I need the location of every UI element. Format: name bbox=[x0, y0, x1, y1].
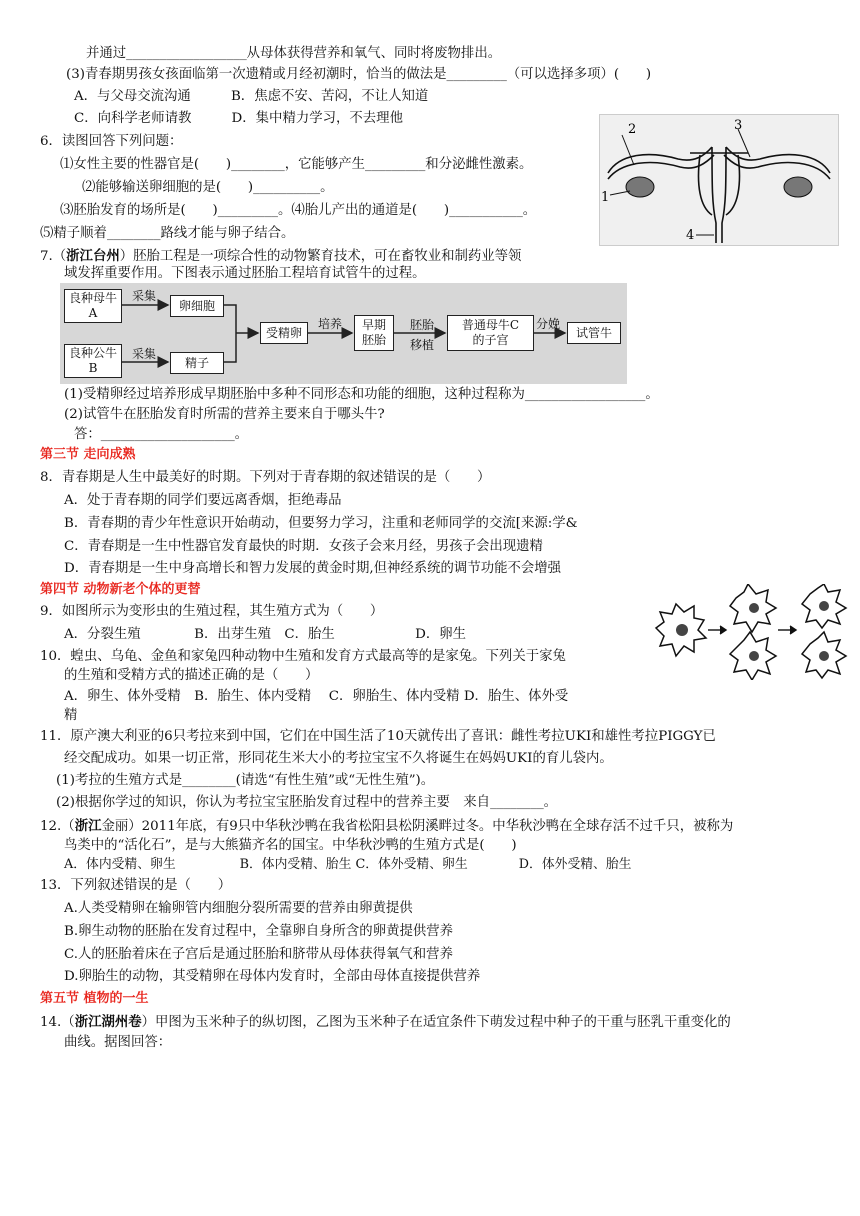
question-7-2: (2)试管牛在胚胎发育时所需的营养主要来自于哪头牛? bbox=[64, 407, 385, 422]
q7-prefix: 7.（ bbox=[40, 249, 67, 264]
line-q5-2: 并通过__________________从母体获得营养和氧气、同时将废物排出。 bbox=[86, 46, 502, 61]
collect-label: 采集 bbox=[132, 289, 157, 303]
question-6-2: ⑵能够输送卵细胞的是( )__________。 bbox=[82, 180, 334, 195]
question-10-cont: 的生殖和受精方式的描述正确的是（ ） bbox=[64, 668, 319, 683]
question-6-1: ⑴女性主要的性器官是( )________，它能够产生_________和分泌雌性激素。 bbox=[60, 157, 533, 172]
label-2: 2 bbox=[628, 122, 637, 137]
option-line: A．卵生、体外受精 B．胎生、体内受精 C．卵胎生、体内受精 D．胎生、体外受 bbox=[64, 689, 569, 704]
q12-prefix: 12.（ bbox=[40, 819, 75, 834]
sperm-box: 精子 bbox=[170, 352, 224, 374]
option-line: B.卵生动物的胚胎在发育过程中，全靠卵自身所含的卵黄提供营养 bbox=[64, 924, 454, 939]
option-line: C．青春期是一生中性器官发育最快的时期．女孩子会来月经，男孩子会出现遗精 bbox=[64, 539, 543, 554]
question-9: 9．如图所示为变形虫的生殖过程，其生殖方式为（ ） bbox=[40, 604, 384, 619]
question-5-3: (3)青春期男孩女孩面临第一次遗精或月经初潮时，恰当的做法是_________（可以选择多项）( ) bbox=[66, 67, 652, 82]
question-13: 13．下列叙述错误的是（ ） bbox=[40, 878, 232, 893]
label-4: 4 bbox=[686, 228, 695, 243]
birth-label: 分娩 bbox=[536, 317, 561, 331]
question-11-1: (1)考拉的生殖方式是________(请选“有性生殖”或“无性生殖”)。 bbox=[56, 773, 435, 788]
q12-text: 金丽）2011年底，有9只中华秋沙鸭在我省松阳县松阴溪畔过冬。中华秋沙鸭在全球存活不过千只，被称为 bbox=[101, 819, 734, 834]
amoeba-drawing bbox=[650, 584, 850, 680]
embryo-engineering-flowchart bbox=[60, 283, 627, 384]
option-line: C.人的胚胎着床在子宫后是通过胚胎和脐带从母体获得氧气和营养 bbox=[64, 947, 453, 962]
question-6-3: ⑶胚胎发育的场所是( )_________。⑷胎儿产出的通道是( )___________。 bbox=[60, 203, 537, 218]
test-tube-calf-box: 试管牛 bbox=[567, 322, 621, 344]
question-7-cont: 域发挥重要作用。下图表示通过胚胎工程培育试管牛的过程。 bbox=[64, 266, 426, 281]
question-14-cont: 曲线。据图回答： bbox=[64, 1035, 172, 1050]
q12-source: 浙江 bbox=[74, 818, 102, 834]
label-3: 3 bbox=[734, 118, 743, 133]
question-6: 6．读图回答下列问题： bbox=[40, 134, 183, 149]
answer-line: 答：____________________。 bbox=[74, 427, 249, 442]
option-line: D.卵胎生的动物，其受精卵在母体内发育时，全部由母体直接提供营养 bbox=[64, 969, 481, 984]
option-line-wrap: 精 bbox=[64, 708, 78, 723]
cow-b-box: 良种公牛B bbox=[64, 344, 122, 378]
question-14 bbox=[40, 1012, 731, 1033]
option-line: A．体内受精、卵生 B．体内受精、胎生 C．体外受精、卵生 D．体外受精、胎生 bbox=[64, 857, 632, 872]
question-6-5: ⑸精子顺着________路线才能与卵子结合。 bbox=[40, 226, 295, 241]
early-embryo-box: 早期胚胎 bbox=[354, 315, 394, 351]
q7-source: 浙江台州 bbox=[66, 248, 120, 264]
option-line: D．青春期是一生中身高增长和智力发展的黄金时期,但神经系统的调节功能不会增强 bbox=[64, 561, 562, 576]
label-1: 1 bbox=[601, 190, 610, 205]
option-line: A.人类受精卵在输卵管内细胞分裂所需要的营养由卵黄提供 bbox=[64, 901, 413, 916]
amoeba-division-diagram bbox=[650, 584, 850, 680]
transfer-label: 胚胎移植 bbox=[409, 318, 434, 352]
section-4-heading: 第四节 动物新老个体的更替 bbox=[40, 582, 201, 597]
egg-box: 卵细胞 bbox=[170, 295, 224, 317]
option-line: A．与父母交流沟通 B．焦虑不安、苦闷，不让人知道 bbox=[74, 89, 429, 104]
question-11-2: (2)根据你学过的知识，你认为考拉宝宝胚胎发育过程中的营养主要 来自________。 bbox=[56, 795, 558, 810]
question-8: 8．青春期是人生中最美好的时期。下列对于青春期的叙述错误的是（ ） bbox=[40, 470, 491, 485]
q14-prefix: 14.（ bbox=[40, 1015, 75, 1030]
reproductive-system-diagram bbox=[599, 114, 839, 246]
uterus-box: 普通母牛C的子宫 bbox=[447, 315, 534, 351]
option-line: A．处于青春期的同学们要远离香烟，拒绝毒品 bbox=[64, 493, 342, 508]
uterus-drawing bbox=[600, 115, 838, 245]
question-7-1: (1)受精卵经过培养形成早期胚胎中多种不同形态和功能的细胞，这种过程称为__________________。 bbox=[64, 387, 659, 402]
section-5-heading: 第五节 植物的一生 bbox=[40, 991, 149, 1006]
option-line: C．向科学老师请教 D．集中精力学习，不去理他 bbox=[74, 111, 403, 126]
q14-source: 浙江湖州卷 bbox=[74, 1014, 142, 1030]
question-12 bbox=[40, 816, 733, 837]
option-line: A．分裂生殖 B．出芽生殖 C．胎生 D．卵生 bbox=[64, 627, 467, 642]
question-10: 10．蝗虫、乌龟、金鱼和家兔四种动物中生殖和发育方式最高等的是家兔。下列关于家兔 bbox=[40, 649, 566, 664]
zygote-box: 受精卵 bbox=[260, 322, 308, 344]
section-3-heading: 第三节 走向成熟 bbox=[40, 447, 136, 462]
question-12-cont: 鸟类中的“活化石”，是与大熊猫齐名的国宝。中华秋沙鸭的生殖方式是( ) bbox=[64, 838, 517, 853]
question-11-cont: 经交配成功。如果一切正常，形同花生米大小的考拉宝宝不久将诞生在妈妈UKI的育儿袋内。 bbox=[64, 751, 613, 766]
cow-a-box: 良种母牛A bbox=[64, 289, 122, 323]
q7-text: ）胚胎工程是一项综合性的动物繁育技术，可在畜牧业和制药业等领 bbox=[119, 249, 522, 264]
question-11: 11．原产澳大利亚的6只考拉来到中国，它们在中国生活了10天就传出了喜讯：雌性考拉UKI和雄性考拉PIGGY已 bbox=[40, 729, 716, 744]
collect-label: 采集 bbox=[132, 347, 157, 361]
option-line: B．青春期的青少年性意识开始萌动，但要努力学习，注重和老师同学的交流[来源:学& bbox=[64, 516, 578, 531]
culture-label: 培养 bbox=[318, 317, 343, 331]
q14-text: ）甲图为玉米种子的纵切图，乙图为玉米种子在适宜条件下萌发过程中种子的干重与胚乳干重变化的 bbox=[141, 1015, 731, 1030]
